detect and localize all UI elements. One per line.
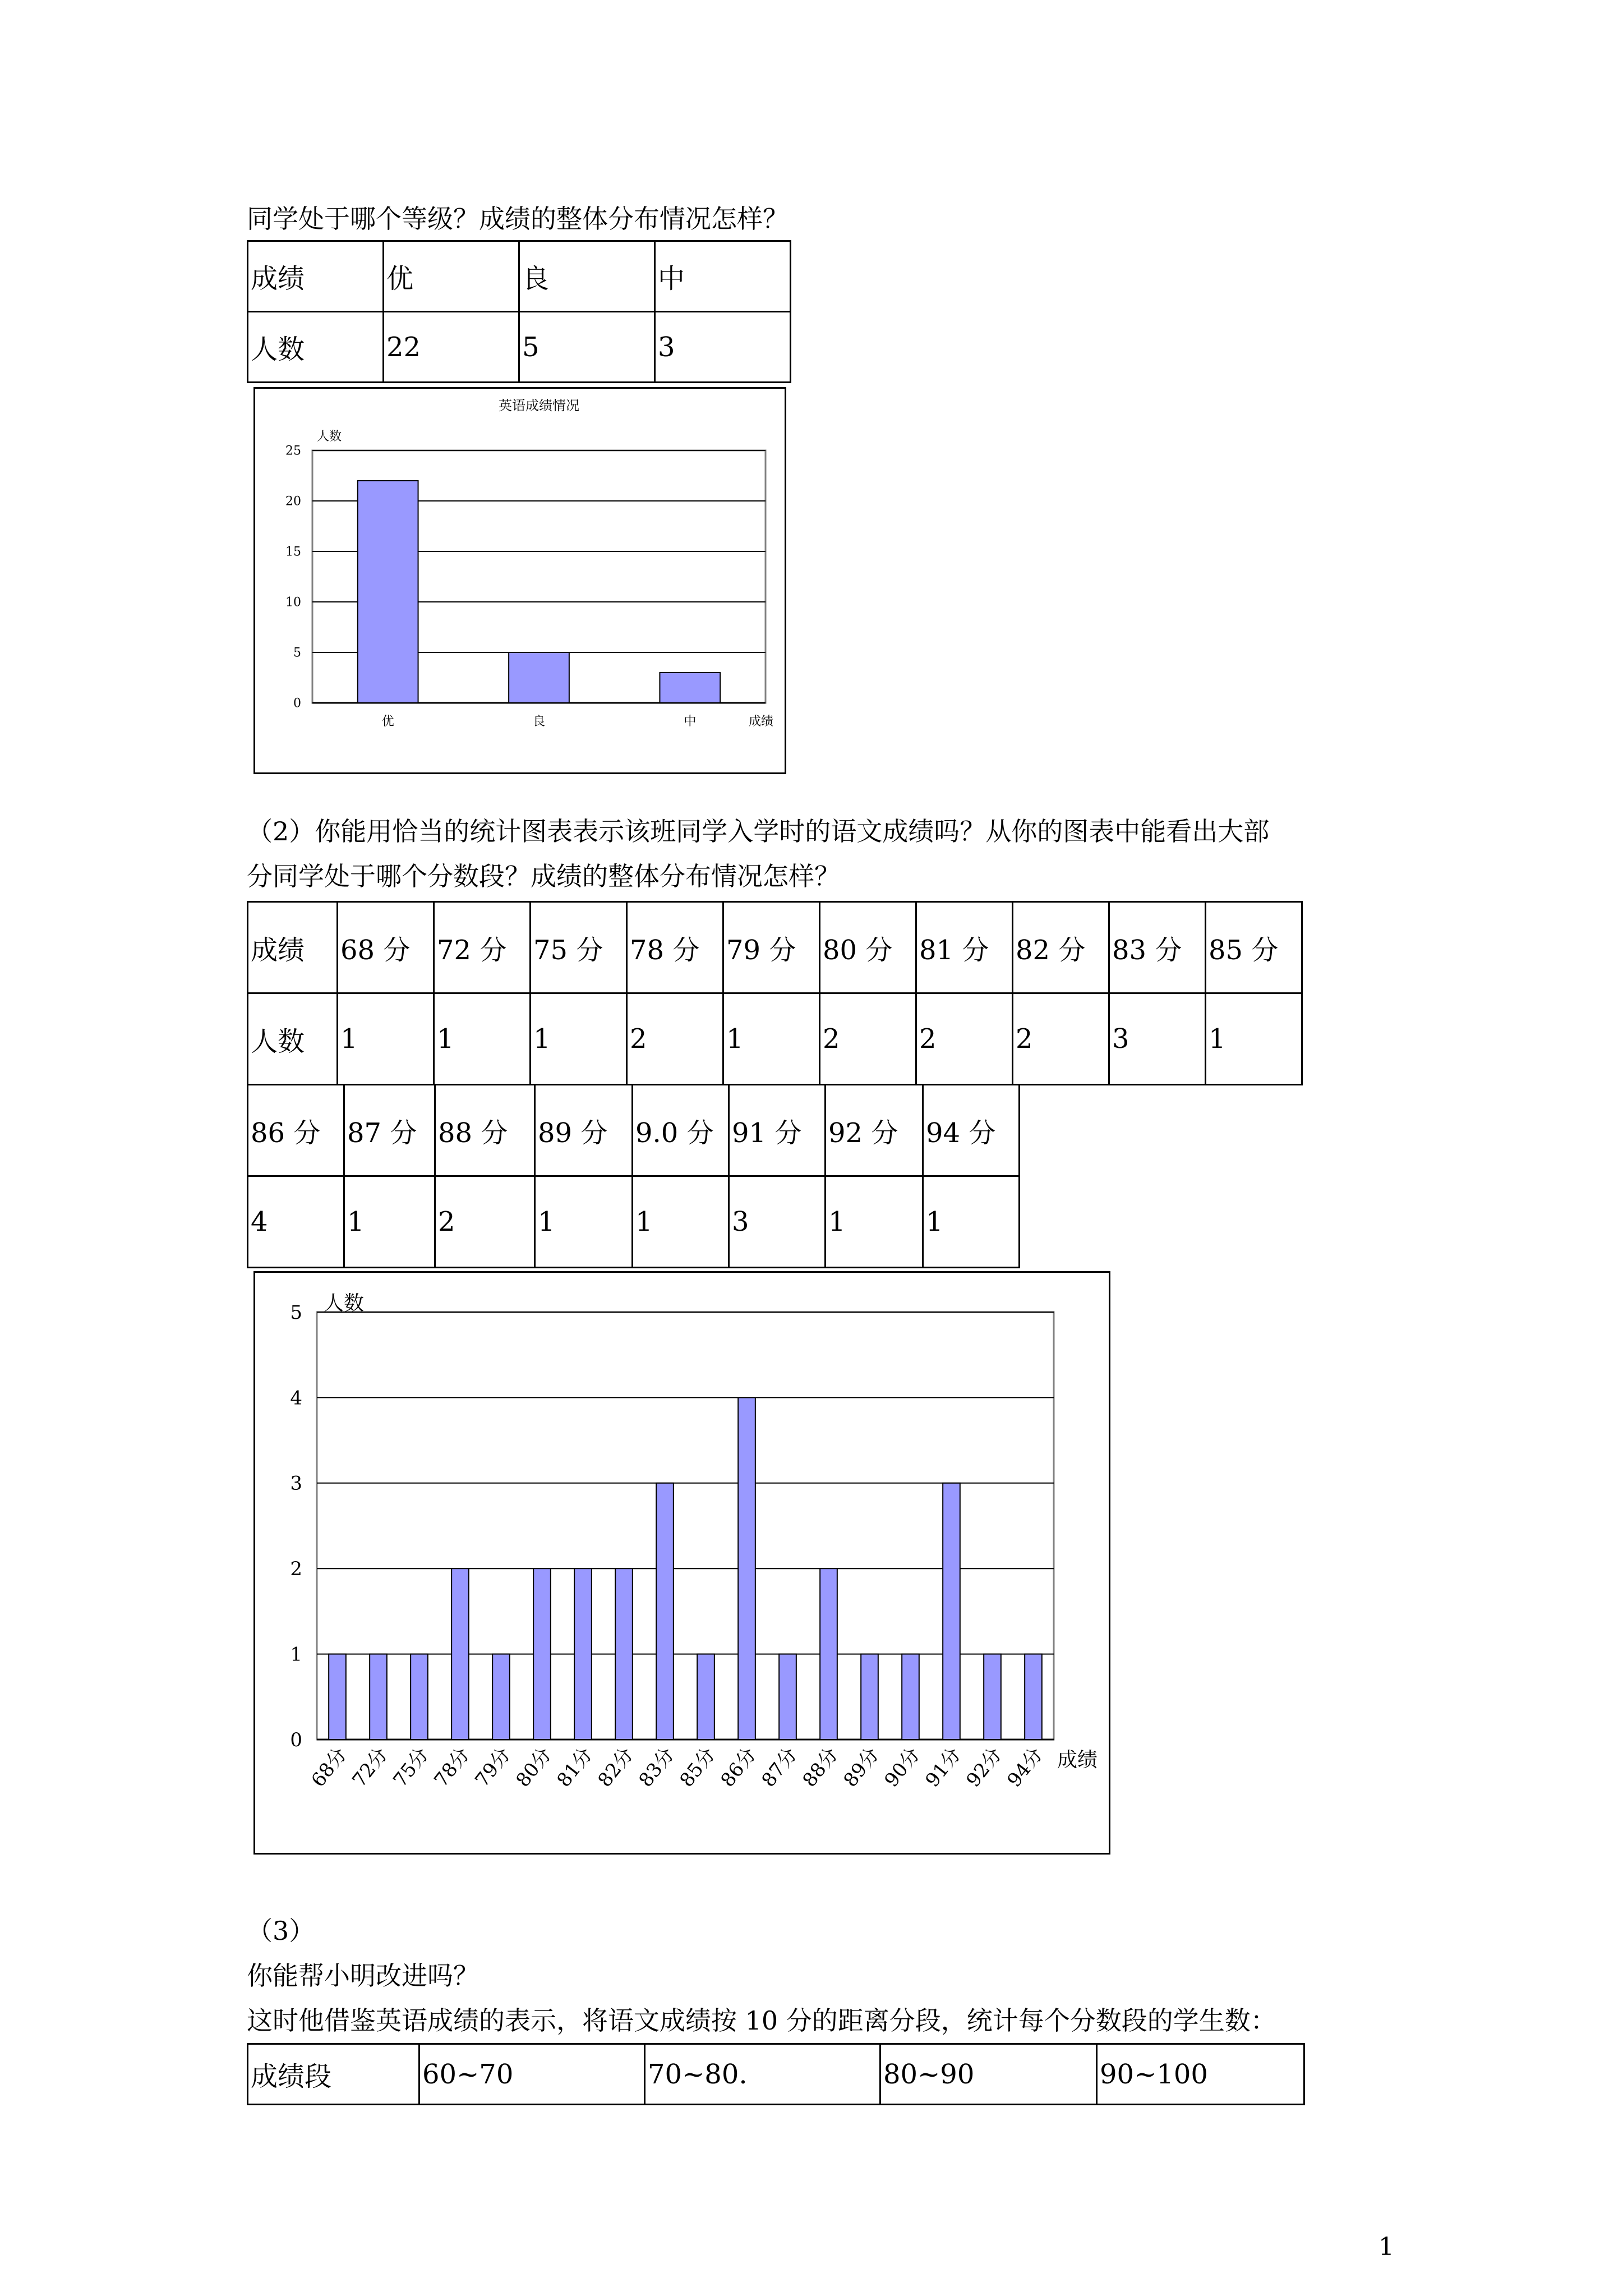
bar	[779, 1654, 796, 1740]
x-tick-label: 75分	[389, 1743, 434, 1792]
table-cell: 89 分	[535, 1085, 633, 1176]
table-cell: 2	[435, 1176, 535, 1268]
bar	[820, 1568, 837, 1740]
bar	[656, 1483, 674, 1740]
table-cell: 72 分	[434, 902, 531, 993]
chinese-chart	[253, 1271, 1110, 1855]
table-cell: 良	[519, 241, 655, 312]
y-tick-label: 5	[290, 1301, 302, 1324]
x-tick-label: 良	[532, 715, 546, 729]
table-cell: 成绩	[248, 241, 384, 312]
bar	[574, 1568, 592, 1740]
x-tick-label: 79分	[471, 1743, 515, 1792]
english-bar-chart-svg	[255, 389, 785, 772]
x-tick-label: 80分	[511, 1743, 556, 1792]
x-tick-label: 83分	[634, 1743, 679, 1792]
x-tick-label: 81分	[552, 1743, 597, 1792]
x-tick-label: 90分	[880, 1743, 925, 1792]
x-axis-label: 成绩	[749, 715, 774, 729]
x-tick-label: 82分	[593, 1743, 638, 1792]
y-tick-label: 4	[290, 1387, 302, 1410]
x-tick-label: 78分	[430, 1743, 474, 1792]
y-axis-label: 人数	[324, 1292, 365, 1315]
table-cell: 优	[384, 241, 519, 312]
table-cell: 2	[1013, 993, 1109, 1085]
page-number: 1	[1378, 2233, 1394, 2261]
table-cell: 92 分	[826, 1085, 923, 1176]
x-tick-label: 92分	[962, 1743, 1007, 1792]
table-cell: 中	[655, 241, 791, 312]
segment-table	[247, 2043, 1305, 2105]
table-cell: 91 分	[729, 1085, 826, 1176]
y-tick-label: 10	[285, 595, 301, 610]
table-cell: 1	[338, 993, 434, 1085]
table-cell: 3	[1109, 993, 1206, 1085]
table-cell: 1	[434, 993, 531, 1085]
question3-label: （3）	[247, 1916, 315, 1946]
table-cell: 83 分	[1109, 902, 1206, 993]
table-cell: 1	[923, 1176, 1020, 1268]
y-tick-label: 25	[285, 444, 301, 458]
table-cell: 1	[1206, 993, 1302, 1085]
bar	[984, 1654, 1001, 1740]
question2-line1: （2）你能用恰当的统计图表表示该班同学入学时的语文成绩吗？从你的图表中能看出大部	[247, 816, 1270, 846]
table-cell: 1	[535, 1176, 633, 1268]
bar	[358, 481, 418, 703]
table-cell: 3	[729, 1176, 826, 1268]
table-cell: 78 分	[627, 902, 723, 993]
x-tick-label: 88分	[798, 1743, 843, 1792]
x-axis-label: 成绩	[1057, 1749, 1098, 1772]
x-tick-label: 68分	[307, 1743, 352, 1792]
bar	[943, 1483, 960, 1740]
table-cell: 9.0 分	[633, 1085, 729, 1176]
bar	[509, 652, 569, 703]
y-tick-label: 20	[285, 494, 301, 509]
bar	[738, 1397, 755, 1740]
table-cell: 81 分	[916, 902, 1013, 993]
table-cell: 70~80.	[645, 2044, 880, 2105]
chinese-bar-chart-svg	[255, 1273, 1109, 1853]
x-tick-label: 91分	[921, 1743, 966, 1792]
table-cell: 人数	[248, 312, 384, 383]
x-tick-label: 优	[381, 715, 394, 729]
table-cell: 1	[344, 1176, 435, 1268]
table-cell: 88 分	[435, 1085, 535, 1176]
bar	[533, 1568, 551, 1740]
table-cell: 5	[519, 312, 655, 383]
bar	[492, 1654, 510, 1740]
x-tick-label: 89分	[839, 1743, 884, 1792]
bar	[411, 1654, 428, 1740]
table-cell: 1	[723, 993, 820, 1085]
x-tick-label: 中	[684, 715, 697, 729]
bar	[861, 1654, 878, 1740]
table-cell: 1	[826, 1176, 923, 1268]
english-chart	[253, 387, 786, 774]
table-cell: 60~70	[419, 2044, 645, 2105]
table-cell: 1	[633, 1176, 729, 1268]
x-tick-label: 87分	[757, 1743, 802, 1792]
y-tick-label: 2	[290, 1558, 302, 1581]
table-cell: 人数	[248, 993, 338, 1085]
table-cell: 90~100	[1097, 2044, 1304, 2105]
chinese-score-table-2	[247, 1084, 1020, 1268]
table-cell: 87 分	[344, 1085, 435, 1176]
bar	[1025, 1654, 1042, 1740]
table-cell: 2	[820, 993, 916, 1085]
y-tick-label: 5	[293, 646, 301, 660]
table-cell: 86 分	[248, 1085, 344, 1176]
x-tick-label: 85分	[675, 1743, 720, 1792]
chart-title: 英语成绩情况	[499, 398, 579, 413]
bar	[902, 1654, 919, 1740]
x-tick-label: 86分	[716, 1743, 761, 1792]
table-cell: 1	[531, 993, 627, 1085]
table-cell: 75 分	[531, 902, 627, 993]
y-tick-label: 15	[285, 545, 301, 559]
table-cell: 85 分	[1206, 902, 1302, 993]
bar	[451, 1568, 469, 1740]
intro-text: 同学处于哪个等级？成绩的整体分布情况怎样？	[247, 204, 789, 234]
table-cell: 68 分	[338, 902, 434, 993]
bar	[370, 1654, 387, 1740]
table-cell: 成绩段	[248, 2044, 419, 2105]
question2-line2: 分同学处于哪个分数段？成绩的整体分布情况怎样？	[247, 861, 840, 891]
table-cell: 82 分	[1013, 902, 1109, 993]
bar	[329, 1654, 346, 1740]
chinese-score-table-1	[247, 901, 1303, 1085]
x-tick-label: 94分	[1003, 1743, 1048, 1792]
x-tick-label: 72分	[348, 1743, 393, 1792]
table-cell: 4	[248, 1176, 344, 1268]
bar	[660, 673, 720, 703]
english-score-table	[247, 240, 791, 383]
table-cell: 22	[384, 312, 519, 383]
table-cell: 2	[627, 993, 723, 1085]
question3-line1: 你能帮小明改进吗？	[247, 1961, 479, 1991]
table-cell: 成绩	[248, 902, 338, 993]
y-tick-label: 3	[290, 1472, 302, 1495]
bar	[697, 1654, 714, 1740]
table-cell: 3	[655, 312, 791, 383]
table-cell: 79 分	[723, 902, 820, 993]
y-axis-label: 人数	[317, 430, 342, 444]
y-tick-label: 1	[290, 1643, 302, 1666]
table-cell: 80 分	[820, 902, 916, 993]
bar	[615, 1568, 633, 1740]
table-cell: 80~90	[880, 2044, 1097, 2105]
question3-line2: 这时他借鉴英语成绩的表示，将语文成绩按 10 分的距离分段，统计每个分数段的学生数：	[247, 2005, 1276, 2036]
table-cell: 2	[916, 993, 1013, 1085]
y-tick-label: 0	[293, 696, 301, 711]
table-cell: 94 分	[923, 1085, 1020, 1176]
y-tick-label: 0	[290, 1728, 302, 1751]
